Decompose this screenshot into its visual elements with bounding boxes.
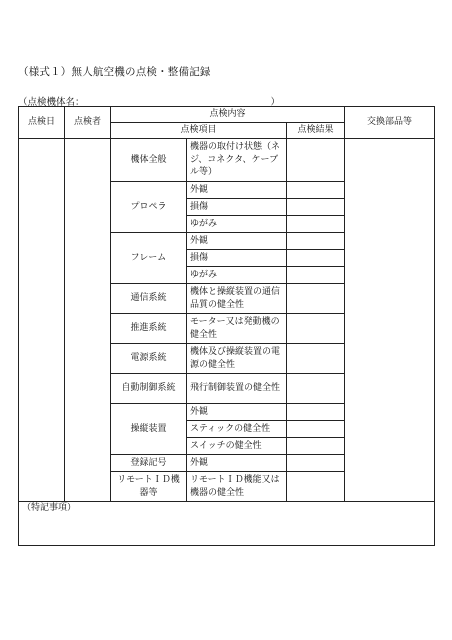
- category-cell: リモートＩＤ機器等: [111, 472, 187, 502]
- detail-cell: 外観: [187, 404, 287, 421]
- detail-cell: リモートＩＤ機能又は機器の健全性: [187, 472, 287, 502]
- date-cell[interactable]: [19, 139, 65, 502]
- header-parts: 交換部品等: [345, 107, 435, 139]
- detail-cell: モーター又は発動機の健全性: [187, 314, 287, 344]
- result-cell[interactable]: [287, 250, 345, 267]
- form-title: （様式１）無人航空機の点検・整備記録: [18, 66, 211, 78]
- header-content: 点検内容: [111, 107, 345, 123]
- category-cell: 登録記号: [111, 455, 187, 472]
- result-cell[interactable]: [287, 233, 345, 250]
- result-cell[interactable]: [287, 139, 345, 182]
- category-cell: 推進系統: [111, 314, 187, 344]
- detail-cell: 損傷: [187, 199, 287, 216]
- result-cell[interactable]: [287, 182, 345, 199]
- result-cell[interactable]: [287, 455, 345, 472]
- result-cell[interactable]: [287, 472, 345, 502]
- result-cell[interactable]: [287, 199, 345, 216]
- category-cell: フレーム: [111, 233, 187, 284]
- detail-cell: スティックの健全性: [187, 421, 287, 438]
- result-cell[interactable]: [287, 374, 345, 404]
- notes-cell[interactable]: （特記事項）: [19, 502, 435, 546]
- result-cell[interactable]: [287, 421, 345, 438]
- inspection-table: [18, 106, 435, 546]
- result-cell[interactable]: [287, 438, 345, 455]
- header-item: 点検項目: [111, 123, 287, 139]
- result-cell[interactable]: [287, 216, 345, 233]
- detail-cell: 外観: [187, 233, 287, 250]
- result-cell[interactable]: [287, 404, 345, 421]
- category-cell: 電源系統: [111, 344, 187, 374]
- inspector-cell[interactable]: [65, 139, 111, 502]
- detail-cell: スイッチの健全性: [187, 438, 287, 455]
- detail-cell: ゆがみ: [187, 267, 287, 284]
- category-cell: プロペラ: [111, 182, 187, 233]
- header-result: 点検結果: [287, 123, 345, 139]
- detail-cell: 機体と操縦装置の通信品質の健全性: [187, 284, 287, 314]
- parts-cell[interactable]: [345, 139, 435, 502]
- header-inspector: 点検者: [65, 107, 111, 139]
- result-cell[interactable]: [287, 344, 345, 374]
- table-row: [19, 139, 435, 182]
- detail-cell: 飛行制御装置の健全性: [187, 374, 287, 404]
- category-cell: 通信系統: [111, 284, 187, 314]
- category-cell: 機体全般: [111, 139, 187, 182]
- result-cell[interactable]: [287, 314, 345, 344]
- detail-cell: 外観: [187, 455, 287, 472]
- detail-cell: 機器の取付け状態（ネジ、コネクタ、ケーブル等）: [187, 139, 287, 182]
- machine-name-label: （点検機体名：: [18, 97, 85, 108]
- detail-cell: 損傷: [187, 250, 287, 267]
- detail-cell: 機体及び操縦装置の電源の健全性: [187, 344, 287, 374]
- category-cell: 操縦装置: [111, 404, 187, 455]
- result-cell[interactable]: [287, 284, 345, 314]
- detail-cell: ゆがみ: [187, 216, 287, 233]
- notes-row: [19, 502, 435, 546]
- category-cell: 自動制御系統: [111, 374, 187, 404]
- detail-cell: 外観: [187, 182, 287, 199]
- result-cell[interactable]: [287, 267, 345, 284]
- header-date: 点検日: [19, 107, 65, 139]
- machine-name-close: ）: [270, 97, 280, 108]
